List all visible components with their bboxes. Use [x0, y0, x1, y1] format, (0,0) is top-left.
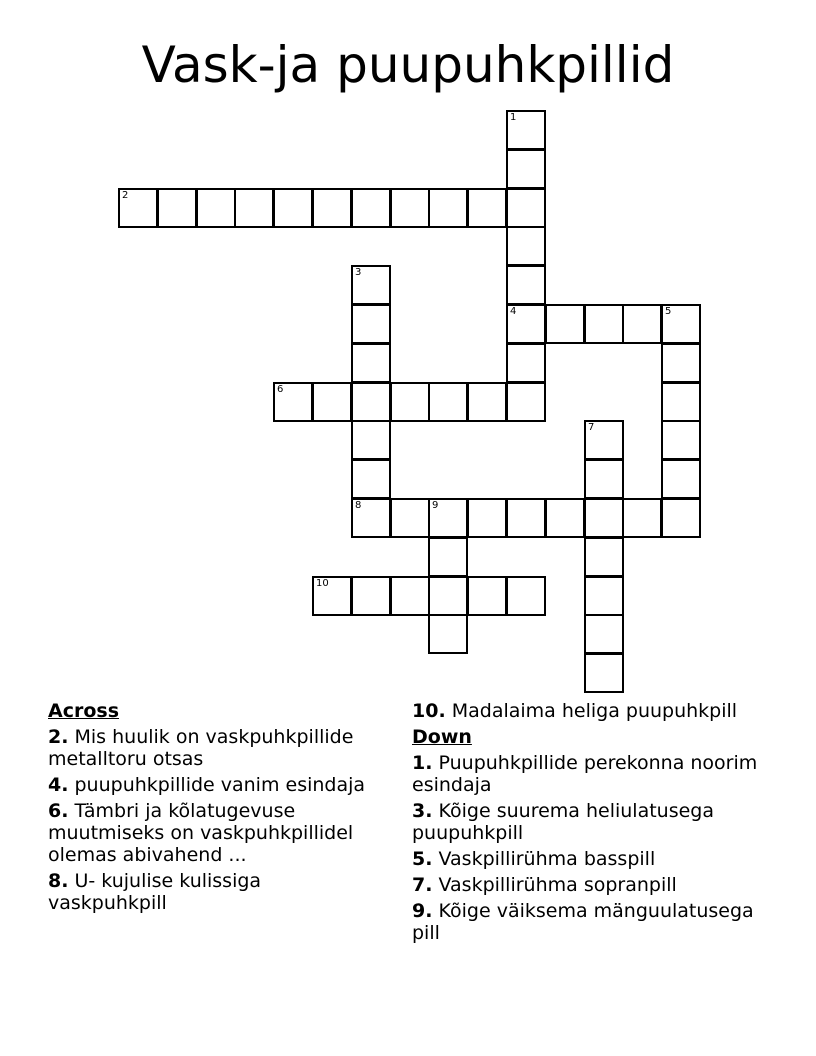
cell-number: 9: [432, 500, 439, 511]
clue-across-8: [48, 870, 383, 914]
crossword-cell[interactable]: [351, 304, 391, 344]
crossword-cell[interactable]: [506, 382, 546, 422]
clue-number: 4.: [48, 774, 69, 796]
cell-number: 10: [316, 578, 329, 589]
crossword-cell[interactable]: [622, 498, 662, 538]
crossword-cell[interactable]: [351, 498, 391, 538]
crossword-cell[interactable]: [545, 304, 585, 344]
clue-number: 7.: [412, 874, 433, 896]
crossword-cell[interactable]: [584, 614, 624, 654]
cell-number: 1: [510, 112, 517, 123]
clue-text: Vaskpillirühma basspill: [438, 848, 656, 870]
crossword-cell[interactable]: [584, 420, 624, 460]
clue-number: 3.: [412, 800, 433, 822]
crossword-cell[interactable]: [428, 537, 468, 577]
crossword-cell[interactable]: [584, 304, 624, 344]
crossword-cell[interactable]: [351, 576, 391, 616]
crossword-cell[interactable]: [428, 576, 468, 616]
crossword-cell[interactable]: [584, 653, 624, 693]
crossword-cell[interactable]: [428, 498, 468, 538]
crossword-cell[interactable]: [661, 498, 701, 538]
clue-down-5: [412, 848, 772, 870]
crossword-cell[interactable]: [390, 188, 430, 228]
clue-text: Mis huulik on vaskpuhkpillide metalltoru otsas: [48, 726, 354, 770]
crossword-cell[interactable]: [467, 576, 507, 616]
clue-down-9: [412, 900, 772, 944]
cell-number: 3: [355, 267, 362, 278]
clue-number: 1.: [412, 752, 433, 774]
crossword-cell[interactable]: [351, 382, 391, 422]
crossword-cell[interactable]: [118, 188, 158, 228]
clue-down-7: [412, 874, 772, 896]
clue-number: 8.: [48, 870, 69, 892]
crossword-cell[interactable]: [351, 420, 391, 460]
crossword-cell[interactable]: [312, 188, 352, 228]
clue-number: 10.: [412, 700, 446, 722]
cell-number: 8: [355, 500, 362, 511]
crossword-cell[interactable]: [351, 459, 391, 499]
across-heading: Across: [48, 700, 120, 722]
crossword-cell[interactable]: [273, 188, 313, 228]
crossword-cell[interactable]: [234, 188, 274, 228]
clues-column-left: [48, 700, 383, 918]
crossword-cell[interactable]: [390, 498, 430, 538]
crossword-cell[interactable]: [390, 576, 430, 616]
clue-across-4: [48, 774, 383, 796]
crossword-cell[interactable]: [506, 343, 546, 383]
clue-across-2: [48, 726, 383, 770]
crossword-cell[interactable]: [506, 304, 546, 344]
crossword-cell[interactable]: [661, 420, 701, 460]
crossword-cell[interactable]: [506, 188, 546, 228]
crossword-cell[interactable]: [157, 188, 197, 228]
crossword-cell[interactable]: [506, 149, 546, 189]
cell-number: 5: [665, 306, 672, 317]
clue-text: Vaskpillirühma sopranpill: [438, 874, 677, 896]
page-title: Vask-ja puupuhkpillid: [141, 36, 675, 94]
clue-text: Madalaima heliga puupuhkpill: [451, 700, 738, 722]
clue-number: 2.: [48, 726, 69, 748]
crossword-cell[interactable]: [428, 188, 468, 228]
clues-column-right: [412, 700, 772, 948]
crossword-cell[interactable]: [351, 343, 391, 383]
cell-number: 4: [510, 306, 517, 317]
crossword-cell[interactable]: [584, 576, 624, 616]
clue-down-1: [412, 752, 772, 796]
down-heading: Down: [412, 726, 472, 748]
crossword-cell[interactable]: [545, 498, 585, 538]
crossword-cell[interactable]: [312, 382, 352, 422]
clue-across-10: [412, 700, 772, 722]
crossword-cell[interactable]: [506, 576, 546, 616]
crossword-cell[interactable]: [351, 265, 391, 305]
crossword-cell[interactable]: [196, 188, 236, 228]
crossword-cell[interactable]: [467, 188, 507, 228]
crossword-cell[interactable]: [661, 459, 701, 499]
crossword-cell[interactable]: [584, 459, 624, 499]
crossword-cell[interactable]: [467, 382, 507, 422]
clue-text: U- kujulise kulissiga vaskpuhkpill: [48, 870, 262, 914]
cell-number: 6: [277, 384, 284, 395]
clue-text: Kõige suurema heliulatusega puupuhkpill: [412, 800, 714, 844]
crossword-cell[interactable]: [273, 382, 313, 422]
cell-number: 2: [122, 190, 129, 201]
crossword-cell[interactable]: [312, 576, 352, 616]
clue-text: puupuhkpillide vanim esindaja: [74, 774, 366, 796]
clue-number: 5.: [412, 848, 433, 870]
clue-text: Tämbri ja kõlatugevuse muutmiseks on vaskpuhkpillidel olemas abivahend ...: [48, 800, 354, 866]
crossword-cell[interactable]: [584, 537, 624, 577]
crossword-cell[interactable]: [428, 614, 468, 654]
crossword-cell[interactable]: [351, 188, 391, 228]
crossword-cell[interactable]: [584, 498, 624, 538]
crossword-cell[interactable]: [467, 498, 507, 538]
crossword-cell[interactable]: [428, 382, 468, 422]
cell-number: 7: [588, 422, 595, 433]
crossword-cell[interactable]: [506, 265, 546, 305]
clue-text: Puupuhkpillide perekonna noorim esindaja: [412, 752, 758, 796]
clue-text: Kõige väiksema mänguulatusega pill: [412, 900, 754, 944]
crossword-cell[interactable]: [661, 382, 701, 422]
crossword-cell[interactable]: [661, 304, 701, 344]
clue-number: 9.: [412, 900, 433, 922]
crossword-cell[interactable]: [390, 382, 430, 422]
crossword-cell[interactable]: [506, 110, 546, 150]
clue-down-3: [412, 800, 772, 844]
clue-across-6: [48, 800, 383, 866]
crossword-cell[interactable]: [506, 226, 546, 266]
crossword-cell[interactable]: [506, 498, 546, 538]
clue-number: 6.: [48, 800, 69, 822]
crossword-cell[interactable]: [661, 343, 701, 383]
crossword-cell[interactable]: [622, 304, 662, 344]
